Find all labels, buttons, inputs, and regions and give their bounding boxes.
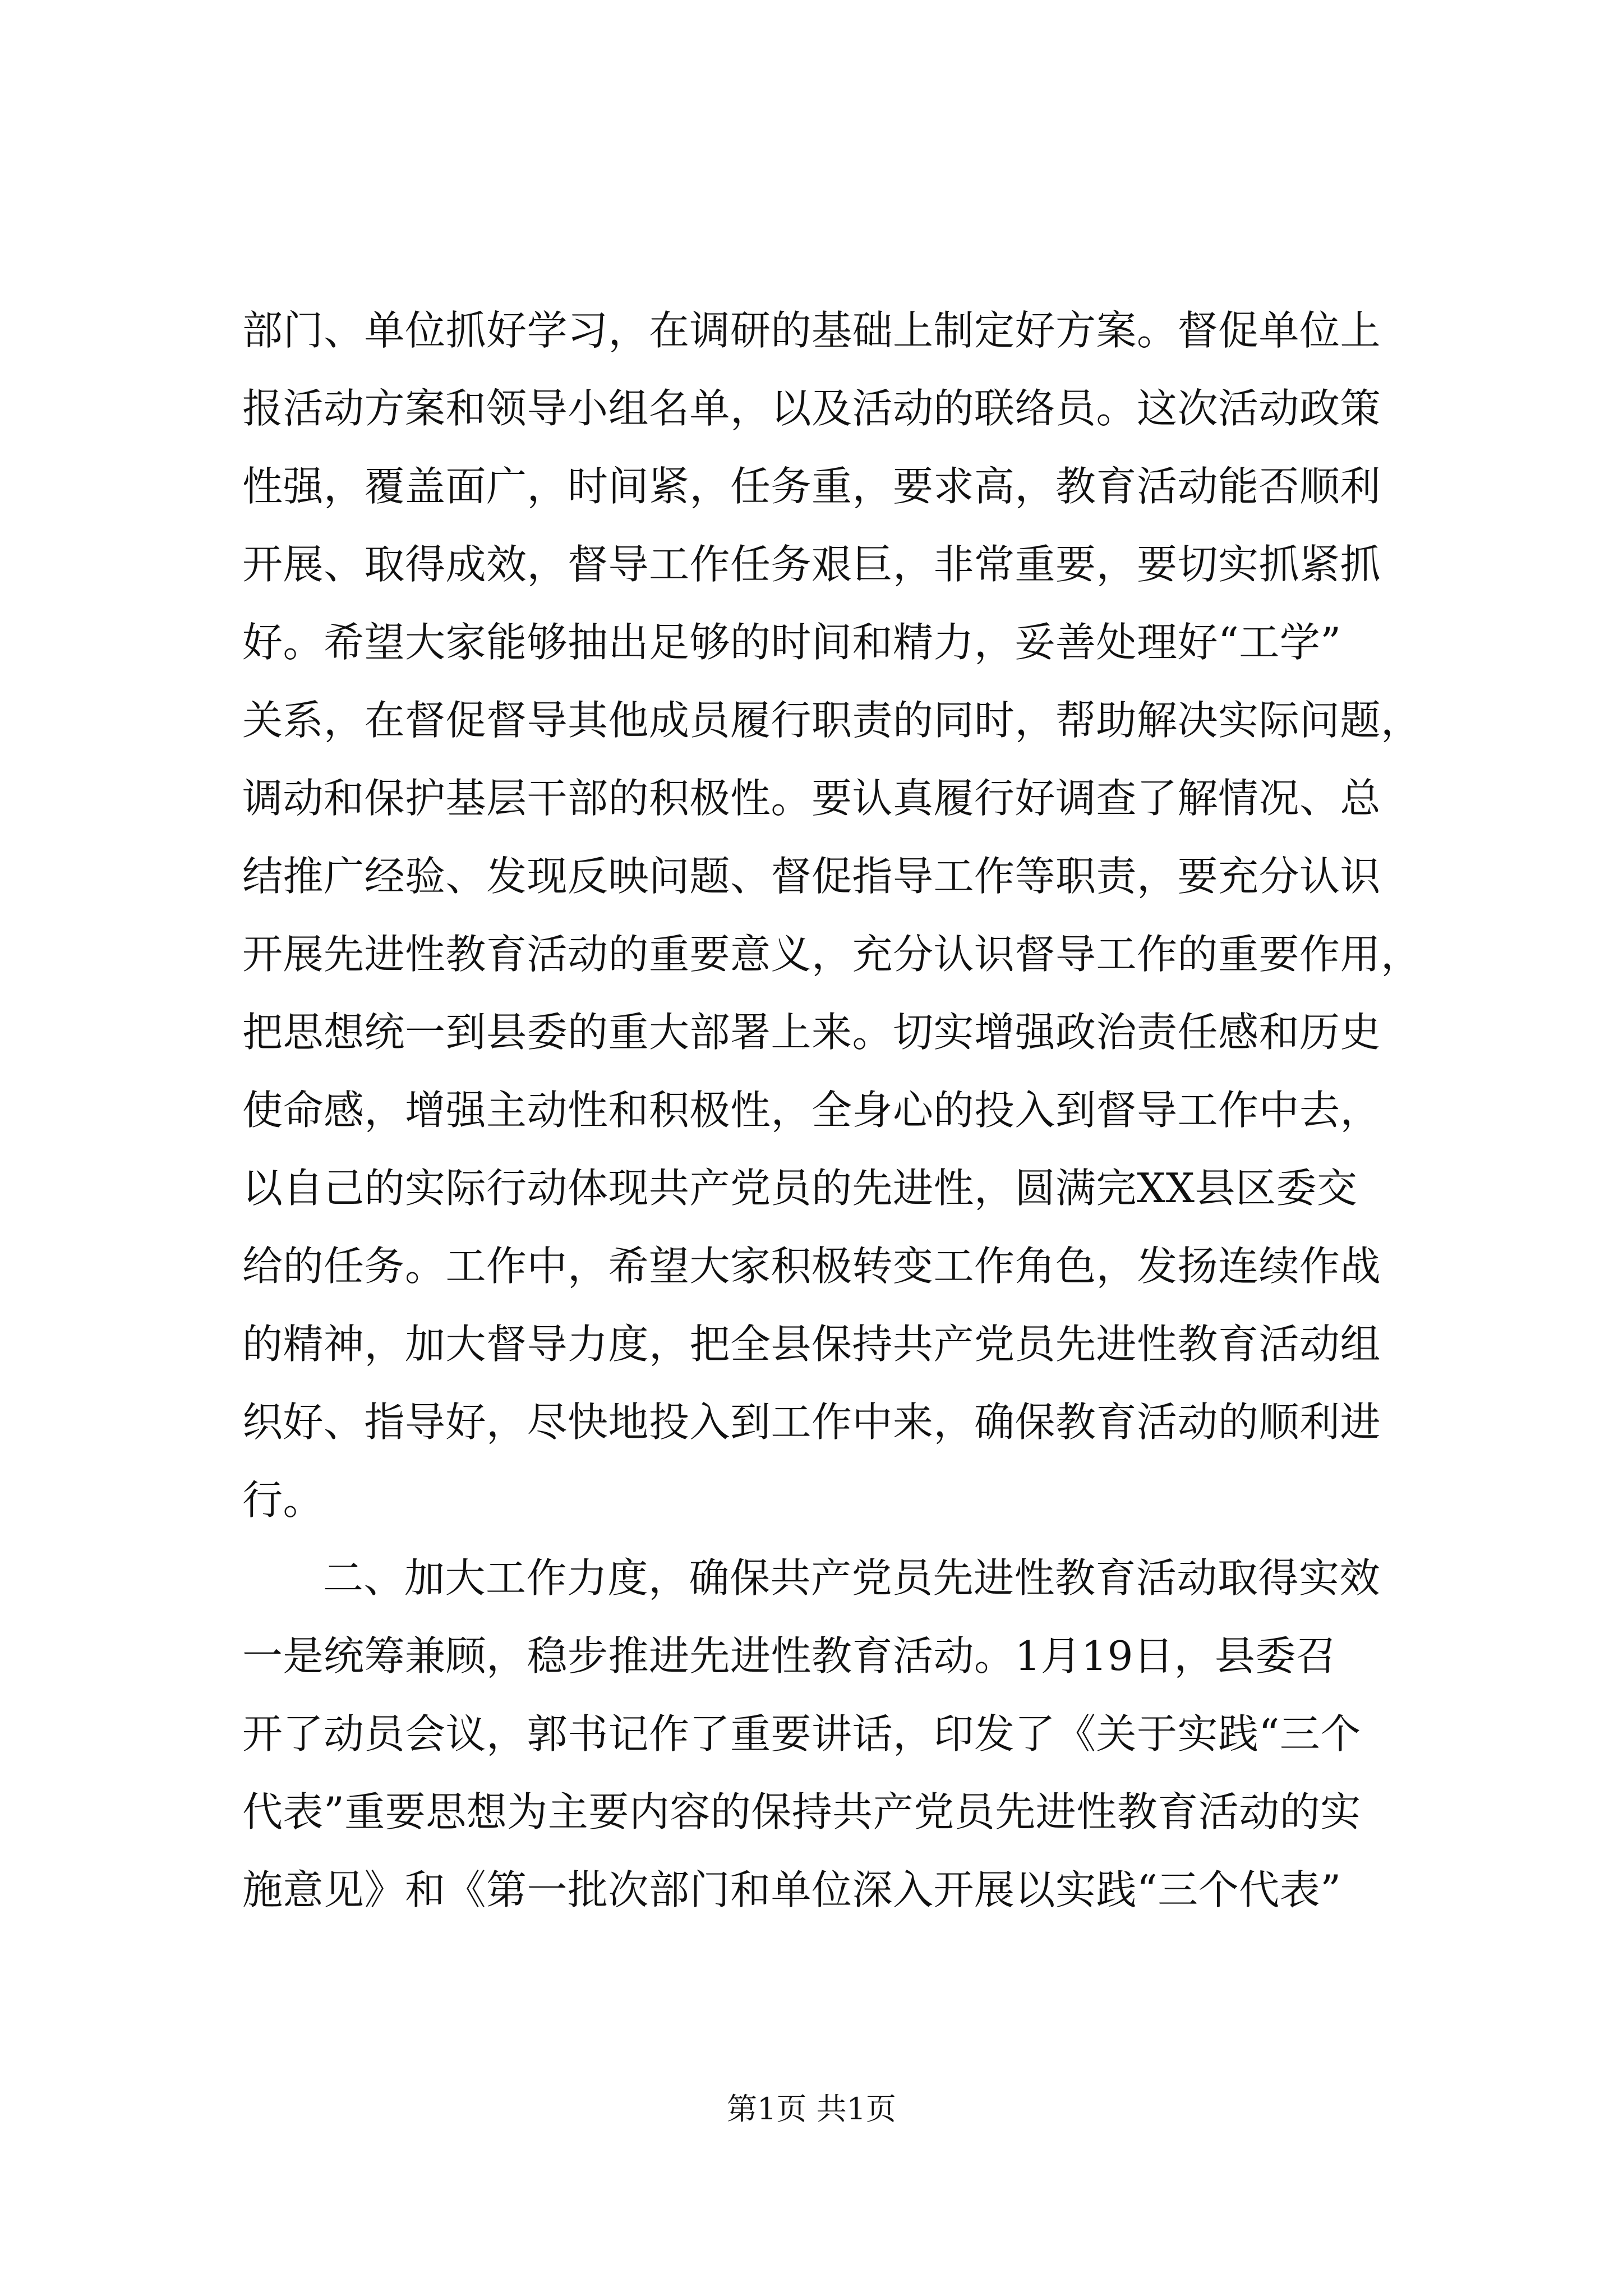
body-text [242, 292, 1442, 1929]
text-line: 织好、指导好，尽快地投入到工作中来，确保教育活动的顺利进 [242, 1398, 1381, 1446]
text-line: 一是统筹兼顾，稳步推进先进性教育活动。1月19日，县委召 [242, 1632, 1337, 1680]
text-line: 以自己的实际行动体现共产党员的先进性，圆满完XX县区委交 [242, 1165, 1358, 1212]
text-line: 施意见》和《第一批次部门和单位深入开展以实践“三个代表” [242, 1866, 1341, 1913]
text-line: 行。 [242, 1476, 324, 1524]
text-line: 部门、单位抓好学习，在调研的基础上制定好方案。督促单位上 [242, 307, 1381, 354]
text-line: 把思想统一到县委的重大部署上来。切实增强政治责任感和历史 [242, 1009, 1381, 1056]
text-line: 调动和保护基层干部的积极性。要认真履行好调查了解情况、总 [242, 775, 1381, 822]
text-line: 的精神，加大督导力度，把全县保持共产党员先进性教育活动组 [242, 1320, 1381, 1368]
text-line: 代表”重要思想为主要内容的保持共产党员先进性教育活动的实 [242, 1788, 1361, 1835]
section-heading: 二、加大工作力度，确保共产党员先进性教育活动取得实效 [323, 1554, 1381, 1602]
text-line: 给的任务。工作中，希望大家积极转变工作角色，发扬连续作战 [242, 1243, 1381, 1290]
text-line: 好。希望大家能够抽出足够的时间和精力，妥善处理好“工学” [242, 619, 1341, 666]
text-line: 使命感，增强主动性和积极性，全身心的投入到督导工作中去， [242, 1087, 1381, 1134]
page-number-footer: 第1页 共1页 [727, 2091, 896, 2127]
text-line: 开展先进性教育活动的重要意义，充分认识督导工作的重要作用， [242, 931, 1422, 978]
text-line: 开了动员会议，郭书记作了重要讲话，印发了《关于实践“三个 [242, 1710, 1361, 1757]
text-line: 结推广经验、发现反映问题、督促指导工作等职责，要充分认识 [242, 853, 1381, 900]
text-line: 开展、取得成效，督导工作任务艰巨，非常重要，要切实抓紧抓 [242, 541, 1381, 588]
text-line: 性强，覆盖面广，时间紧，任务重，要求高，教育活动能否顺利 [242, 463, 1381, 510]
text-line: 关系，在督促督导其他成员履行职责的同时，帮助解决实际问题， [242, 697, 1422, 744]
text-line: 报活动方案和领导小组名单，以及活动的联络员。这次活动政策 [242, 385, 1381, 432]
